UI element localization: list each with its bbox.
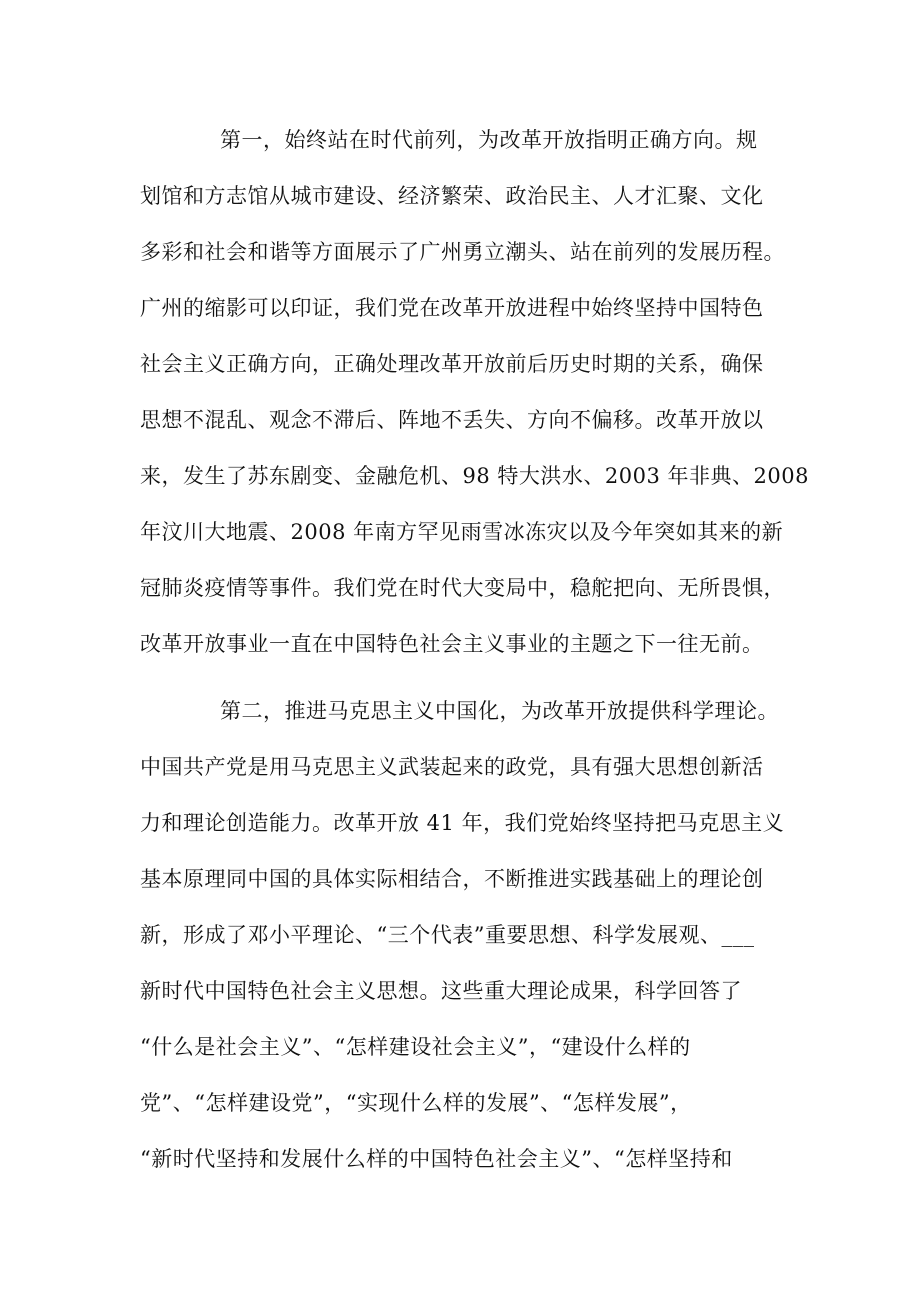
paragraph-line: “什么是社会主义”、“怎样建设社会主义”，“建设什么样的	[140, 1035, 691, 1059]
paragraph-line: 思想不混乱、观念不滞后、阵地不丢失、方向不偏移。改革开放以	[140, 408, 764, 432]
paragraph-line: 新，形成了邓小平理论、“三个代表”重要思想、科学发展观、___	[140, 923, 755, 947]
paragraph-line: 年汶川大地震、2008 年南方罕见雨雪冰冻灾以及今年突如其来的新	[140, 520, 784, 544]
paragraph-line: 中国共产党是用马克思主义武装起来的政党，具有强大思想创新活	[140, 755, 764, 779]
paragraph-line: 冠肺炎疫情等事件。我们党在时代大变局中，稳舵把向、无所畏惧，	[140, 576, 785, 600]
paragraph-line: 改革开放事业一直在中国特色社会主义事业的主题之下一往无前。	[140, 632, 764, 656]
paragraph-line: 来，发生了苏东剧变、金融危机、98 特大洪水、2003 年非典、2008	[140, 464, 809, 488]
paragraph-line: 力和理论创造能力。改革开放 41 年，我们党始终坚持把马克思主义	[140, 811, 785, 835]
paragraph-line: 党”、“怎样建设党”，“实现什么样的发展”、“怎样发展”，	[140, 1091, 692, 1115]
paragraph-line: 新时代中国特色社会主义思想。这些重大理论成果，科学回答了	[140, 979, 742, 1003]
paragraph-line: 广州的缩影可以印证，我们党在改革开放进程中始终坚持中国特色	[140, 296, 764, 320]
paragraph-line: 划馆和方志馆从城市建设、经济繁荣、政治民主、人才汇聚、文化	[140, 184, 764, 208]
paragraph-line: 社会主义正确方向，正确处理改革开放前后历史时期的关系，确保	[140, 352, 764, 376]
paragraph-line: 基本原理同中国的具体实际相结合，不断推进实践基础上的理论创	[140, 867, 764, 891]
paragraph-line: “新时代坚持和发展什么样的中国特色社会主义”、“怎样坚持和	[140, 1147, 733, 1171]
paragraph-line: 第二，推进马克思主义中国化，为改革开放提供科学理论。	[220, 699, 779, 723]
paragraph-line: 第一，始终站在时代前列，为改革开放指明正确方向。规	[220, 128, 758, 152]
paragraph-line: 多彩和社会和谐等方面展示了广州勇立潮头、站在前列的发展历程。	[140, 240, 785, 264]
